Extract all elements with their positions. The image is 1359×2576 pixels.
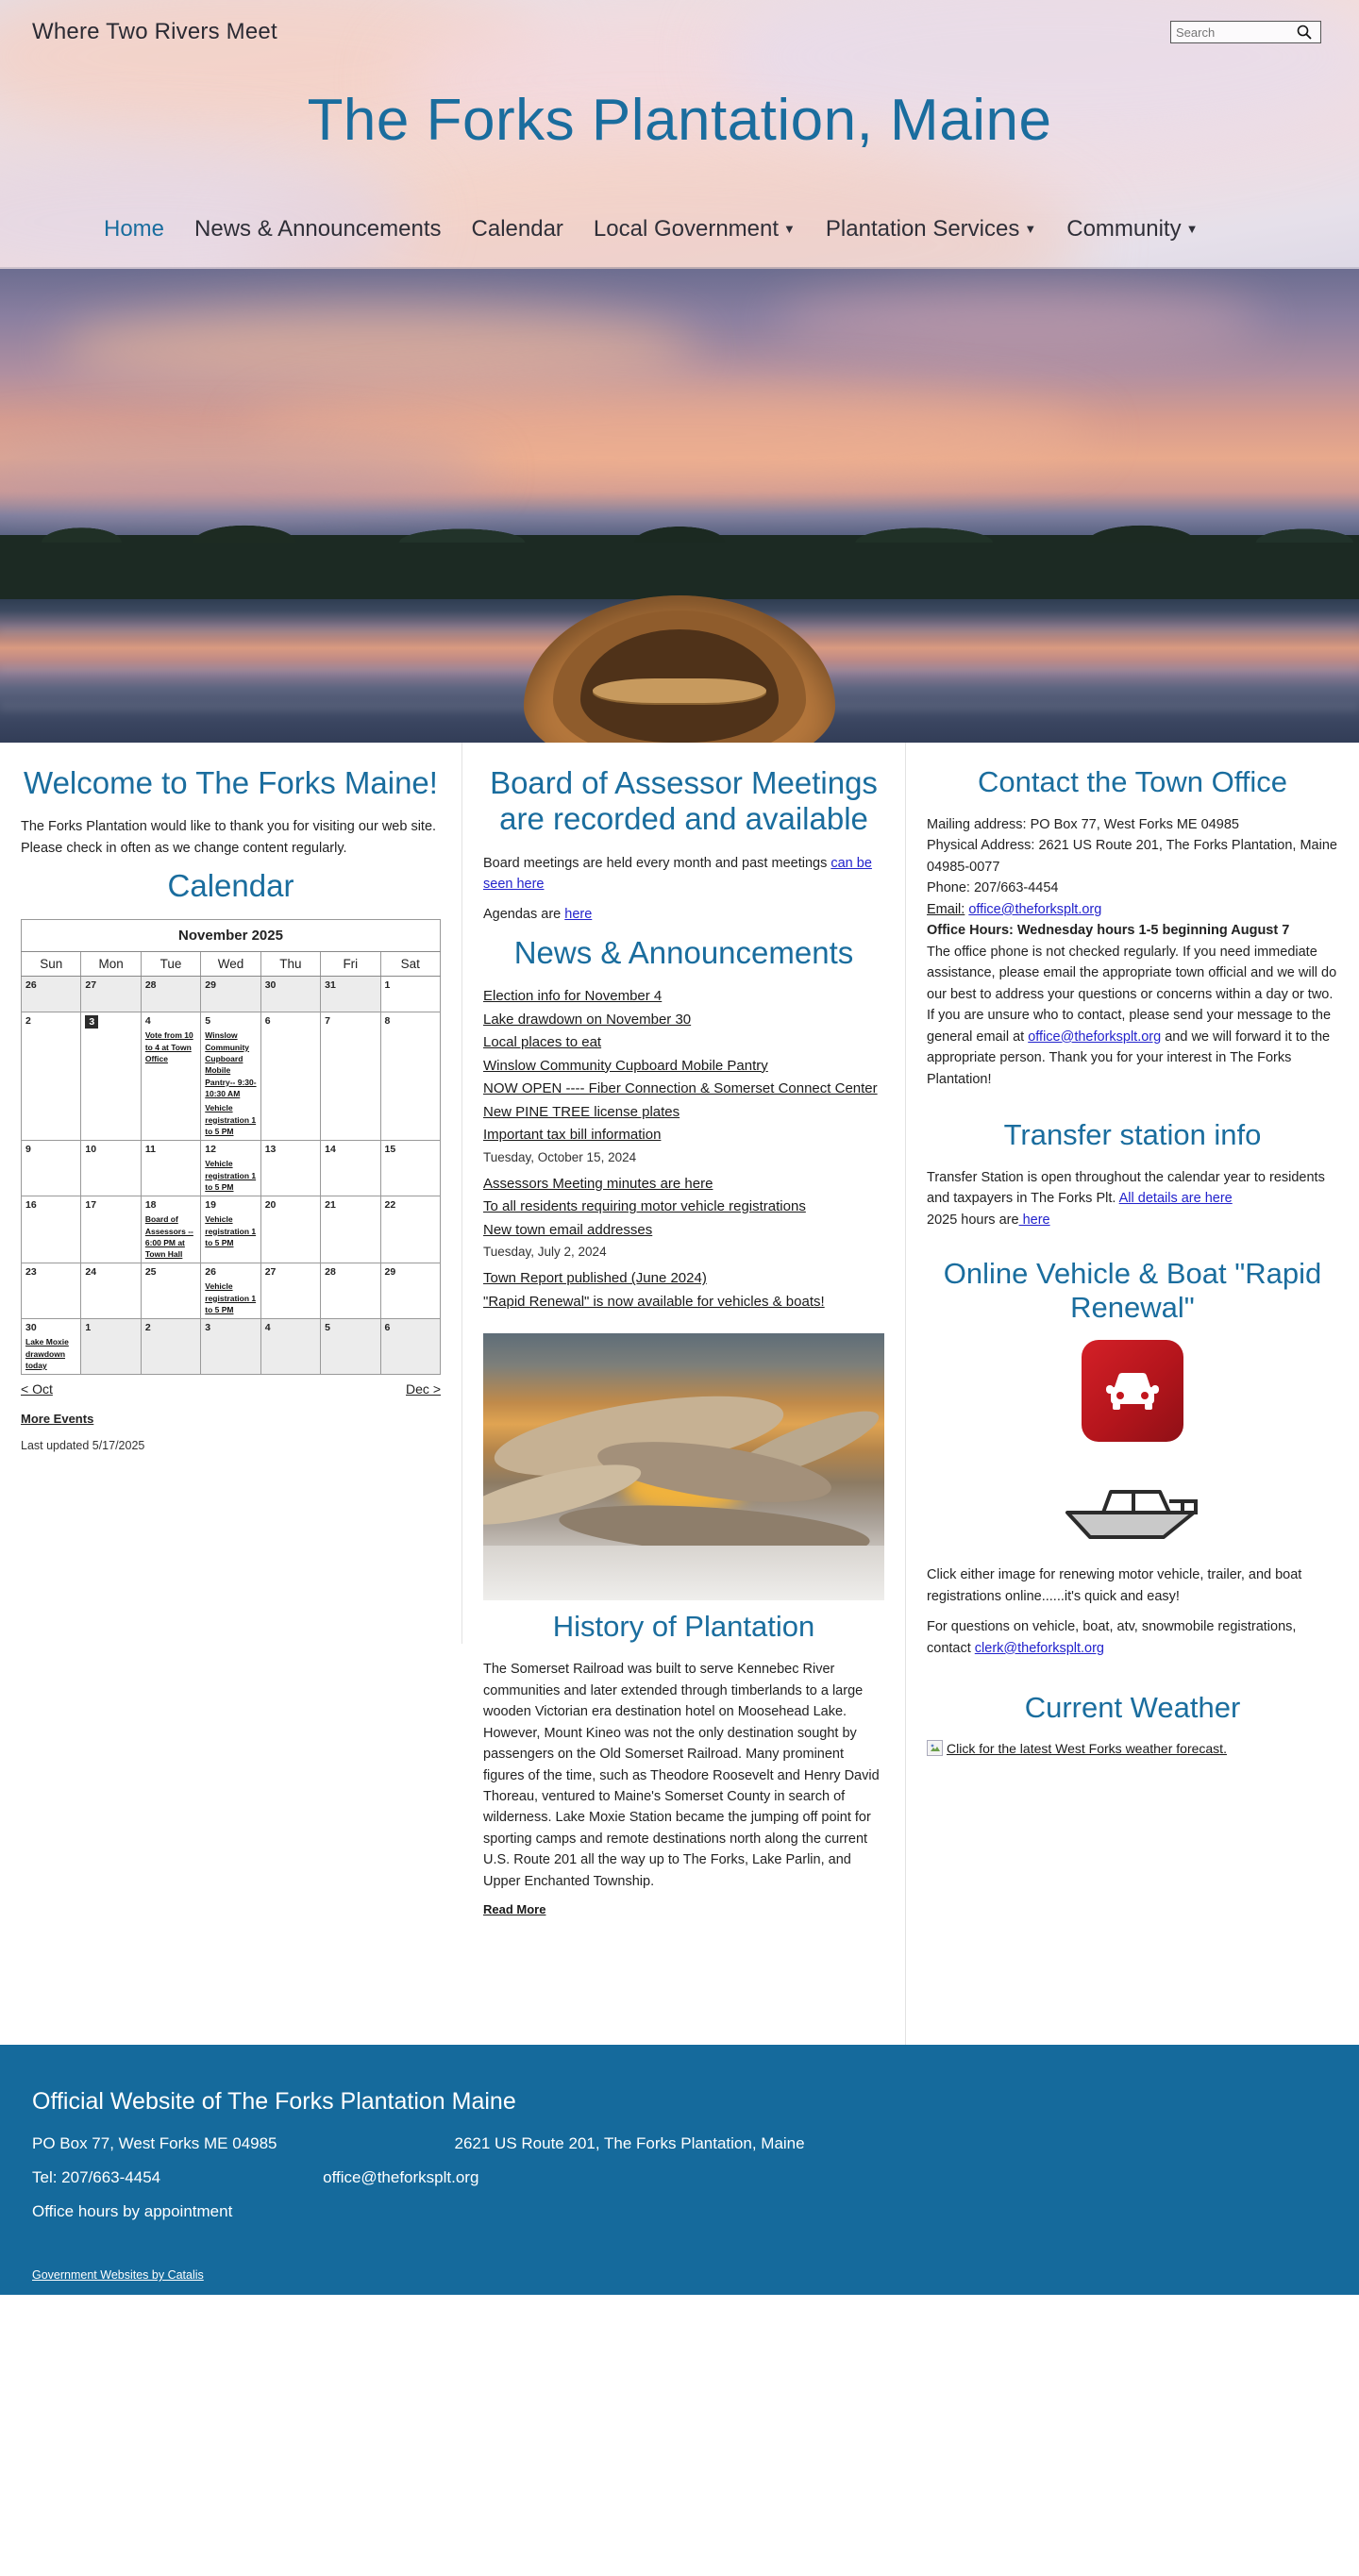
calendar-dow-mon: Mon bbox=[81, 952, 141, 977]
news-list bbox=[483, 1174, 884, 1242]
calendar-event-link[interactable]: Winslow Community Cupboard Mobile Pantry-- 9:30-10:30 AM bbox=[205, 1030, 257, 1099]
calendar-day-number: 19 bbox=[205, 1199, 216, 1212]
calendar-day-number: 4 bbox=[264, 1322, 271, 1334]
nav-item-plantation-services[interactable] bbox=[826, 216, 1036, 243]
news-list-item bbox=[483, 1292, 884, 1313]
chevron-down-icon: ▼ bbox=[1185, 222, 1199, 236]
more-events-link[interactable]: More Events bbox=[21, 1412, 94, 1427]
office-email-link[interactable]: office@theforksplt.org bbox=[968, 901, 1102, 917]
news-item-link[interactable]: New town email addresses bbox=[483, 1221, 653, 1238]
calendar-day-number: 7 bbox=[325, 1015, 330, 1028]
calendar-day-number: 27 bbox=[264, 1266, 277, 1279]
calendar-day-cell[interactable] bbox=[22, 1141, 81, 1196]
weather-forecast-link[interactable]: Click for the latest West Forks weather forecast. bbox=[947, 1740, 1227, 1756]
car-glyph bbox=[1103, 1368, 1162, 1413]
news-list-item bbox=[483, 1196, 884, 1218]
mailing-address: Mailing address: PO Box 77, West Forks ME 04985 bbox=[927, 816, 1239, 832]
news-item-link[interactable]: NOW OPEN ---- Fiber Connection & Somerset Connect Center bbox=[483, 1080, 878, 1097]
nav-item-calendar[interactable] bbox=[472, 216, 563, 243]
calendar-day-cell[interactable] bbox=[81, 1263, 141, 1319]
news-item-link[interactable]: Election info for November 4 bbox=[483, 988, 663, 1005]
news-list bbox=[483, 986, 884, 1146]
calendar-day-number: 29 bbox=[384, 1266, 396, 1279]
transfer-details-link[interactable]: All details are here bbox=[1118, 1191, 1233, 1207]
history-heading: History of Plantation bbox=[552, 1610, 815, 1644]
calendar-day-cell[interactable] bbox=[201, 977, 260, 1012]
calendar-day-number: 21 bbox=[325, 1199, 336, 1212]
calendar-event-link[interactable]: Vehicle registration 1 to 5 PM bbox=[205, 1103, 257, 1136]
calendar-day-number: 10 bbox=[85, 1144, 97, 1156]
snow-foreground bbox=[483, 1546, 884, 1600]
calendar-event-link[interactable]: Board of Assessors -- 6:00 PM at Town Hall bbox=[144, 1214, 193, 1260]
contact-paragraph-part1: The office phone is not checked regularly. If you need immediate assistance, please email the appropriate town official and we will do our best to address your questions or concerns within a day or two. If you are unsure who to contact, please send your message to the general email at bbox=[927, 944, 1337, 1045]
broken-image-icon bbox=[927, 1740, 943, 1756]
calendar-day-number: 13 bbox=[264, 1144, 277, 1156]
calendar-day-number: 24 bbox=[85, 1266, 97, 1279]
news-date-2: Tuesday, July 2, 2024 bbox=[483, 1245, 607, 1260]
footer-credit-link[interactable]: Government Websites by Catalis bbox=[32, 2268, 204, 2282]
transfer-station-text bbox=[927, 1167, 1338, 1210]
chevron-down-icon: ▼ bbox=[783, 222, 796, 236]
page-title: The Forks Plantation, Maine bbox=[307, 88, 1052, 153]
news-item-link[interactable]: Local places to eat bbox=[483, 1034, 602, 1051]
calendar-day-number: 17 bbox=[85, 1199, 97, 1212]
calendar-day-number: 29 bbox=[205, 979, 216, 992]
footer-physical-address: 2621 US Route 201, The Forks Plantation, Maine bbox=[454, 2134, 805, 2152]
canoe-seat bbox=[593, 678, 766, 703]
calendar-day-cell[interactable] bbox=[81, 1012, 141, 1141]
agendas-link[interactable]: here bbox=[564, 907, 593, 923]
calendar-day-cell[interactable] bbox=[380, 1319, 440, 1375]
calendar-day-number: 11 bbox=[144, 1144, 156, 1156]
calendar-day-cell[interactable] bbox=[141, 1196, 200, 1263]
site-tagline: Where Two Rivers Meet bbox=[32, 19, 277, 44]
footer-hours: Office hours by appointment bbox=[32, 2202, 233, 2220]
calendar-day-cell[interactable] bbox=[260, 1319, 320, 1375]
transfer-hours-link[interactable]: here bbox=[1018, 1212, 1050, 1228]
calendar-day-cell[interactable] bbox=[141, 1141, 200, 1196]
calendar-event-link[interactable]: Vote from 10 to 4 at Town Office bbox=[144, 1030, 193, 1064]
nav-label: Calendar bbox=[471, 216, 563, 242]
main-content bbox=[0, 743, 1359, 2045]
column-right bbox=[906, 743, 1359, 2045]
email-label: Email: bbox=[927, 901, 965, 917]
calendar-day-cell[interactable] bbox=[22, 977, 81, 1012]
clerk-email-link[interactable]: clerk@theforksplt.org bbox=[974, 1640, 1104, 1656]
news-list-item bbox=[483, 1102, 884, 1124]
welcome-body: The Forks Plantation would like to thank you for visiting our web site. Please check in often as we change content regularly. bbox=[21, 819, 437, 856]
rapid-renewal-text-2 bbox=[927, 1616, 1338, 1659]
assessor-past-meetings-link[interactable]: can be seen here bbox=[483, 855, 872, 892]
calendar-day-cell[interactable] bbox=[260, 1141, 320, 1196]
calendar-day-number: 25 bbox=[144, 1266, 157, 1279]
rapid-text-lead: For questions on vehicle, boat, atv, snowmobile registrations, contact bbox=[927, 1619, 1297, 1656]
footer-contact-row bbox=[32, 2168, 1359, 2187]
column-left bbox=[0, 743, 462, 1644]
welcome-heading: Welcome to The Forks Maine! bbox=[24, 765, 438, 800]
calendar-event-link[interactable]: Vehicle registration 1 to 5 PM bbox=[205, 1281, 257, 1315]
calendar-day-cell[interactable] bbox=[380, 977, 440, 1012]
news-item-link[interactable]: New PINE TREE license plates bbox=[483, 1103, 680, 1120]
calendar-day-cell[interactable] bbox=[81, 1141, 141, 1196]
calendar-day-cell[interactable] bbox=[380, 1263, 440, 1319]
main-navigation bbox=[0, 216, 1359, 243]
news-item-link[interactable]: To all residents requiring motor vehicle registrations bbox=[483, 1198, 806, 1215]
calendar-event-link[interactable]: Vehicle registration 1 to 5 PM bbox=[205, 1159, 257, 1192]
calendar-day-number: 18 bbox=[144, 1199, 157, 1212]
nav-item-local-government[interactable] bbox=[594, 216, 796, 243]
calendar-day-number: 14 bbox=[325, 1144, 336, 1156]
calendar-day-number: 30 bbox=[25, 1322, 37, 1334]
news-date-1: Tuesday, October 15, 2024 bbox=[483, 1149, 637, 1164]
footer-address-row bbox=[32, 2134, 1359, 2153]
calendar-event-link[interactable]: Lake Moxie drawdown today bbox=[25, 1337, 69, 1371]
calendar-dow-tue: Tue bbox=[141, 952, 200, 977]
news-list-item bbox=[483, 1079, 884, 1100]
calendar-day-cell[interactable] bbox=[260, 1012, 320, 1141]
hero-banner-image bbox=[0, 269, 1359, 743]
calendar-day-cell[interactable] bbox=[380, 1012, 440, 1141]
calendar-day-number: 30 bbox=[264, 979, 277, 992]
calendar-prev-month[interactable]: < Oct bbox=[21, 1381, 53, 1397]
chevron-down-icon: ▼ bbox=[1024, 222, 1037, 236]
search-icon[interactable] bbox=[1294, 25, 1315, 40]
nav-label: Plantation Services bbox=[825, 216, 1020, 242]
column-middle bbox=[462, 743, 906, 2045]
calendar-day-cell[interactable] bbox=[321, 1141, 380, 1196]
calendar-day-cell[interactable] bbox=[321, 977, 380, 1012]
calendar-day-cell[interactable] bbox=[201, 1196, 260, 1263]
transfer-station-heading: Transfer station info bbox=[1003, 1118, 1262, 1152]
calendar-day-number: 8 bbox=[384, 1015, 391, 1028]
calendar-dow-wed: Wed bbox=[201, 952, 260, 977]
calendar-day-number: 6 bbox=[384, 1322, 391, 1334]
calendar-day-cell[interactable] bbox=[321, 1012, 380, 1141]
footer-mailing-address: PO Box 77, West Forks ME 04985 bbox=[32, 2134, 277, 2152]
contact-heading: Contact the Town Office bbox=[978, 765, 1287, 798]
calendar-day-cell[interactable] bbox=[201, 1319, 260, 1375]
assessor-meetings-text bbox=[483, 853, 884, 895]
news-item-link[interactable]: Town Report published (June 2024) bbox=[483, 1270, 707, 1287]
calendar-day-cell[interactable] bbox=[141, 1263, 200, 1319]
nav-item-community[interactable] bbox=[1066, 216, 1198, 243]
calendar-day-cell[interactable] bbox=[81, 977, 141, 1012]
calendar-day-cell[interactable] bbox=[201, 1012, 260, 1141]
calendar-week-row bbox=[22, 1012, 441, 1141]
calendar-day-number: 12 bbox=[205, 1144, 216, 1156]
site-header bbox=[0, 0, 1359, 269]
transfer-text-lead: Transfer Station is open throughout the calendar year to residents and taxpayers in The Forks Plt. bbox=[927, 1170, 1325, 1207]
assessor-text-lead: Board meetings are held every month and past meetings bbox=[483, 855, 831, 871]
nav-label: Home bbox=[104, 216, 165, 242]
news-item-link[interactable]: Important tax bill information bbox=[483, 1127, 662, 1144]
calendar-day-number: 1 bbox=[384, 979, 391, 992]
calendar-day-number: 26 bbox=[205, 1266, 216, 1279]
news-heading: News & Announcements bbox=[513, 934, 854, 970]
contact-paragraph bbox=[927, 942, 1338, 1090]
news-item-link[interactable]: "Rapid Renewal" is now available for vehicles & boats! bbox=[483, 1293, 825, 1310]
agendas-text-lead: Agendas are bbox=[483, 907, 565, 923]
news-list-item bbox=[483, 1220, 884, 1242]
calendar-day-cell[interactable] bbox=[22, 1196, 81, 1263]
office-hours-text: Office Hours: Wednesday hours 1-5 beginning August 7 bbox=[927, 923, 1290, 939]
calendar-day-number: 15 bbox=[384, 1144, 396, 1156]
news-list-item bbox=[483, 1125, 884, 1146]
calendar-day-number: 3 bbox=[85, 1015, 98, 1029]
calendar-day-number: 23 bbox=[25, 1266, 37, 1279]
transfer-hours-row bbox=[927, 1210, 1338, 1230]
sky-gradient-decor bbox=[0, 142, 415, 269]
calendar-week-row bbox=[22, 1319, 441, 1375]
calendar-day-number: 3 bbox=[205, 1322, 211, 1334]
footer-title: Official Website of The Forks Plantation Maine bbox=[32, 2088, 516, 2115]
boat-icon[interactable] bbox=[1057, 1457, 1208, 1551]
calendar-dow-sun: Sun bbox=[22, 952, 81, 977]
calendar-week-row bbox=[22, 977, 441, 1012]
calendar-week-row bbox=[22, 1196, 441, 1263]
news-list-item bbox=[483, 1268, 884, 1290]
calendar-day-number: 5 bbox=[325, 1322, 330, 1334]
calendar-day-cell[interactable] bbox=[22, 1319, 81, 1375]
calendar-day-cell[interactable] bbox=[81, 1196, 141, 1263]
rapid-renewal-text-1: Click either image for renewing motor vehicle, trailer, and boat registrations online......it's quick and easy! bbox=[927, 1567, 1302, 1604]
car-icon[interactable] bbox=[1082, 1340, 1183, 1442]
calendar-day-cell[interactable] bbox=[380, 1196, 440, 1263]
news-item-link[interactable]: Winslow Community Cupboard Mobile Pantry bbox=[483, 1057, 768, 1074]
calendar-day-cell[interactable] bbox=[321, 1319, 380, 1375]
calendar-dow-fri: Fri bbox=[321, 952, 380, 977]
calendar-widget[interactable] bbox=[21, 919, 441, 1375]
current-weather-heading: Current Weather bbox=[1024, 1691, 1241, 1725]
phone-number: Phone: 207/663-4454 bbox=[927, 880, 1059, 896]
calendar-day-number: 28 bbox=[325, 1266, 336, 1279]
calendar-month-label: November 2025 bbox=[22, 920, 441, 952]
news-list-item bbox=[483, 1174, 884, 1196]
physical-address: Physical Address: 2621 US Route 201, The Forks Plantation, Maine 04985-0077 bbox=[927, 838, 1337, 875]
contact-paragraph-part2: and we will forward it to the appropriate person. Thank you for your interest in The Forks Plantation! bbox=[927, 1029, 1331, 1087]
calendar-day-number: 2 bbox=[144, 1322, 151, 1334]
news-item-link[interactable]: Assessors Meeting minutes are here bbox=[483, 1175, 713, 1192]
boat-glyph bbox=[1062, 1467, 1203, 1541]
calendar-day-cell[interactable] bbox=[141, 1012, 200, 1141]
news-list-item bbox=[483, 1056, 884, 1078]
calendar-day-number: 5 bbox=[205, 1015, 211, 1028]
assessor-agendas-text bbox=[483, 904, 884, 925]
calendar-heading: Calendar bbox=[167, 868, 294, 904]
calendar-day-number: 20 bbox=[264, 1199, 277, 1212]
hero-cloud bbox=[774, 288, 1265, 354]
nav-label: Local Government bbox=[593, 216, 780, 242]
nav-item-news[interactable] bbox=[194, 216, 441, 243]
nav-label: Community bbox=[1066, 216, 1182, 242]
calendar-day-cell[interactable] bbox=[141, 977, 200, 1012]
calendar-day-number: 4 bbox=[144, 1015, 151, 1028]
nav-item-home[interactable] bbox=[104, 216, 164, 243]
calendar-day-number: 16 bbox=[25, 1199, 37, 1212]
calendar-day-cell[interactable] bbox=[201, 1263, 260, 1319]
calendar-day-cell[interactable] bbox=[260, 1196, 320, 1263]
calendar-dow-thu: Thu bbox=[260, 952, 320, 977]
news-list-item bbox=[483, 986, 884, 1008]
calendar-event-link[interactable]: Vehicle registration 1 to 5 PM bbox=[205, 1214, 257, 1247]
footer-spacer bbox=[277, 2134, 455, 2153]
footer-spacer bbox=[160, 2168, 323, 2187]
calendar-day-cell[interactable] bbox=[260, 1263, 320, 1319]
calendar-navigation bbox=[21, 1381, 441, 1397]
search-input[interactable] bbox=[1171, 23, 1294, 42]
calendar-day-cell[interactable] bbox=[321, 1196, 380, 1263]
calendar-day-cell[interactable] bbox=[321, 1263, 380, 1319]
calendar-day-number: 31 bbox=[325, 979, 336, 992]
calendar-day-cell[interactable] bbox=[260, 977, 320, 1012]
calendar-day-cell[interactable] bbox=[201, 1141, 260, 1196]
calendar-next-month[interactable]: Dec > bbox=[406, 1381, 441, 1397]
last-updated-text: Last updated 5/17/2025 bbox=[21, 1439, 145, 1453]
site-footer bbox=[0, 2045, 1359, 2295]
calendar-week-row bbox=[22, 1141, 441, 1196]
calendar-week-row bbox=[22, 1263, 441, 1319]
calendar-day-cell[interactable] bbox=[22, 1012, 81, 1141]
news-list-item bbox=[483, 1032, 884, 1054]
assessor-heading: Board of Assessor Meetings are recorded and available bbox=[490, 765, 878, 837]
calendar-day-number: 6 bbox=[264, 1015, 271, 1028]
search-box[interactable] bbox=[1170, 21, 1321, 43]
calendar-day-number: 1 bbox=[85, 1322, 92, 1334]
calendar-day-number: 22 bbox=[384, 1199, 396, 1212]
email-row bbox=[927, 899, 1338, 920]
calendar-day-cell[interactable] bbox=[380, 1141, 440, 1196]
news-list bbox=[483, 1268, 884, 1313]
calendar-dow-sat: Sat bbox=[380, 952, 440, 977]
hero-cloud bbox=[57, 307, 698, 392]
calendar-day-number: 27 bbox=[85, 979, 97, 992]
transfer-hours-lead: 2025 hours are bbox=[927, 1212, 1019, 1228]
weather-forecast-row[interactable] bbox=[927, 1740, 1338, 1756]
canoe-illustration bbox=[495, 587, 864, 743]
rapid-renewal-heading: Online Vehicle & Boat "Rapid Renewal" bbox=[943, 1257, 1322, 1325]
nav-label: News & Announcements bbox=[194, 216, 442, 242]
calendar-day-number: 9 bbox=[25, 1144, 31, 1156]
calendar-body bbox=[22, 977, 441, 1375]
calendar-day-cell[interactable] bbox=[81, 1319, 141, 1375]
general-email-link[interactable]: office@theforksplt.org bbox=[1028, 1029, 1162, 1045]
calendar-day-cell[interactable] bbox=[141, 1319, 200, 1375]
calendar-day-number: 28 bbox=[144, 979, 157, 992]
driftwood-photo bbox=[483, 1333, 884, 1600]
news-list-item bbox=[483, 1010, 884, 1031]
history-body: The Somerset Railroad was built to serve Kennebec River communities and later extended through timberlands to a large wooden Victorian era destination hotel on Moosehead Lake. However, Mount Kineo was not the only destination sought by passengers on the Old Somerset Railroad. Many prominent figures of the time, such as Theodore Roosevelt and Henry David Thoreau, ventured to Maine's Somerset County in search of wilderness. Lake Moxie Station became the jumping off point for sporting camps and remote destinations north along the current U.S. Route 201 all the way up to The Forks, Lake Parlin, and Upper Enchanted Township. bbox=[483, 1662, 880, 1889]
calendar-day-number: 2 bbox=[25, 1015, 31, 1028]
calendar-day-number: 26 bbox=[25, 979, 37, 992]
history-read-more-link[interactable]: Read More bbox=[483, 1902, 546, 1917]
footer-email: office@theforksplt.org bbox=[323, 2168, 479, 2186]
footer-phone: Tel: 207/663-4454 bbox=[32, 2168, 161, 2186]
calendar-day-cell[interactable] bbox=[22, 1263, 81, 1319]
news-item-link[interactable]: Lake drawdown on November 30 bbox=[483, 1011, 692, 1028]
